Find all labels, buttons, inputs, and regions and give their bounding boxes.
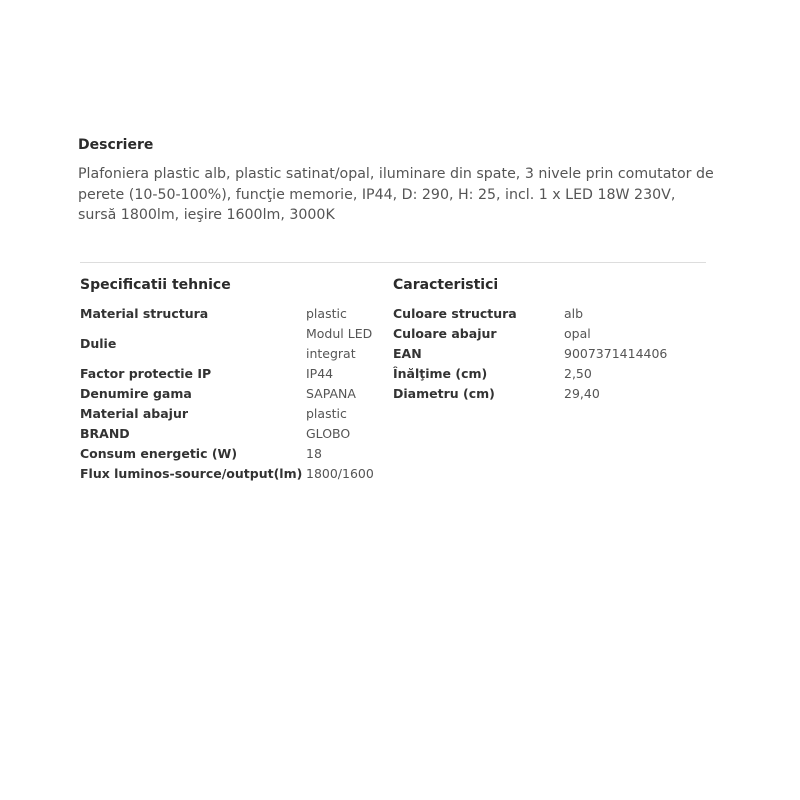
characteristic-label: Diametru (cm) bbox=[393, 386, 495, 401]
characteristic-label: Culoare structura bbox=[393, 306, 517, 321]
table-row bbox=[393, 344, 704, 364]
table-row bbox=[80, 304, 386, 324]
table-row bbox=[80, 404, 386, 424]
spec-label: Factor protectie IP bbox=[80, 366, 212, 381]
specs-title: Specificatii tehnice bbox=[80, 277, 231, 293]
table-row bbox=[80, 464, 386, 484]
spec-value: plastic bbox=[306, 306, 347, 321]
table-row bbox=[80, 444, 386, 464]
characteristics-title: Caracteristici bbox=[393, 277, 499, 293]
spec-value: 1800/1600 bbox=[306, 466, 374, 481]
characteristic-value: alb bbox=[564, 306, 584, 321]
characteristic-label: Culoare abajur bbox=[393, 326, 497, 341]
spec-label: BRAND bbox=[80, 426, 130, 441]
characteristic-value: 9007371414406 bbox=[564, 346, 668, 361]
section-divider bbox=[80, 262, 706, 263]
table-row bbox=[393, 384, 704, 404]
spec-label: Flux luminos-source/output(lm) bbox=[80, 466, 303, 481]
table-row bbox=[80, 424, 386, 444]
table-row bbox=[80, 324, 386, 364]
spec-value: Modul LED integrat bbox=[306, 326, 373, 361]
table-row bbox=[393, 324, 704, 344]
spec-value: 18 bbox=[306, 446, 322, 461]
characteristic-value: 2,50 bbox=[564, 366, 592, 381]
spec-label: Dulie bbox=[80, 336, 117, 351]
spec-label: Material structura bbox=[80, 306, 209, 321]
description-title: Descriere bbox=[78, 137, 154, 153]
spec-value: IP44 bbox=[306, 366, 334, 381]
characteristics-table bbox=[393, 304, 704, 404]
spec-label: Denumire gama bbox=[80, 386, 192, 401]
spec-label: Consum energetic (W) bbox=[80, 446, 238, 461]
description-text: Plafoniera plastic alb, plastic satinat/opal, iluminare din spate, 3 nivele prin comutator de perete (10-50-100%), funcţie memorie, IP44, D: 290, H: 25, incl. 1 x LED 18W 230V, sursă 1800lm, ieşire 1600lm, 3000K bbox=[78, 166, 714, 223]
spec-label: Material abajur bbox=[80, 406, 189, 421]
characteristic-value: opal bbox=[564, 326, 591, 341]
characteristic-label: EAN bbox=[393, 346, 422, 361]
table-row bbox=[393, 364, 704, 384]
table-row bbox=[80, 364, 386, 384]
characteristic-value: 29,40 bbox=[564, 386, 600, 401]
spec-value: plastic bbox=[306, 406, 347, 421]
characteristic-label: Înălţime (cm) bbox=[393, 366, 488, 381]
table-row bbox=[393, 304, 704, 324]
spec-value: SAPANA bbox=[306, 386, 356, 401]
specs-table bbox=[80, 304, 386, 484]
table-row bbox=[80, 384, 386, 404]
spec-value: GLOBO bbox=[306, 426, 351, 441]
